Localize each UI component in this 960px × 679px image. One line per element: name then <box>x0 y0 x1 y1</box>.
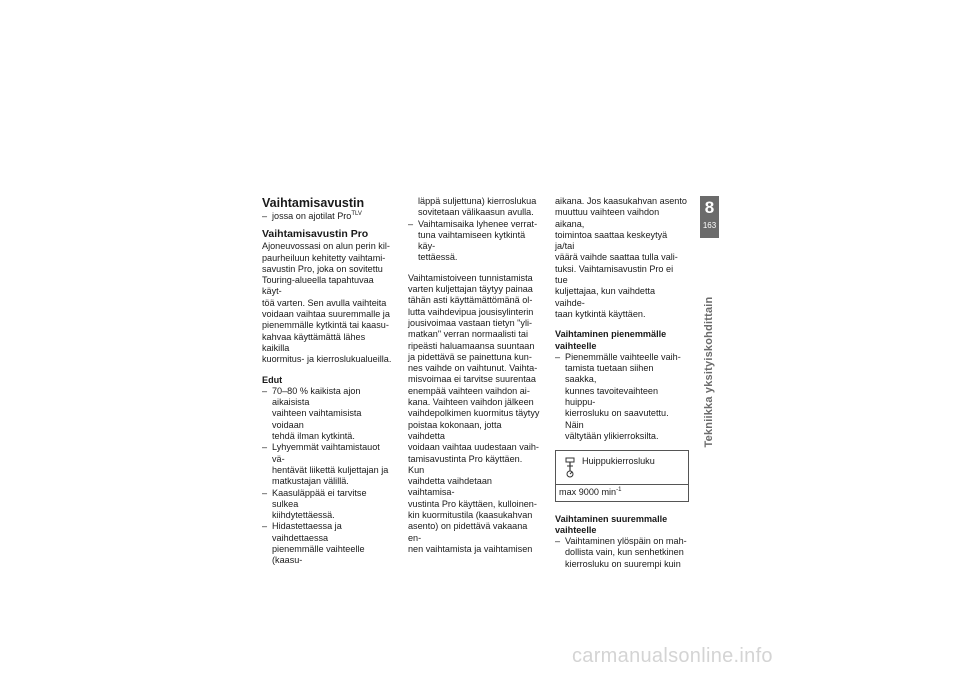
spec-value: max 9000 $\min^{-1}$ <box>559 487 622 498</box>
list-continuation: läppä suljettuna) kierroslukua sovitetaan välikaasun avulla. <box>418 196 537 218</box>
chapter-tab <box>700 196 719 238</box>
list-item: – Pienemmälle vaihteelle vaih- tamista tuetaan siihen saakka, kunnes tavoitevaihteen huippu- kierrosluku on saavutettu. Näin vältytään ylikierroksilta. <box>555 352 687 442</box>
section-heading: Vaihtamisavustin Pro <box>262 228 369 241</box>
intro-paragraph: Ajoneuvossasi on alun perin kil- paurheiluun kehitetty vaihtami- savustin Pro, joka on sovitettu Touring-alueella tapahtuvaa käyt- töä varten. Sen avulla vaihteita voidaan vaihtaa suuremmalle ja pienemmälle kytkintä tai kaasu- kahvaa käyttämättä lähes kaikilla kuormitus- ja kierroslukualueilla. <box>262 241 392 365</box>
body-paragraph: Vaihtamistoiveen tunnistamista varten kuljettajan täytyy painaa tähän asti käyttämättömänä ol- lutta vaihdevipua jousisylinterin jousivoimaa vastaan tietyn "yli- matkan" verran normaalisti tai ripeästi haluamaansa suuntaan ja pidettävä se painettuna kun- nes vaihde on vaihtunut. Vaihta- misvoimaa ei tarvitse suurentaa enempää vaihteen vaihdon ai- kana. Vaihteen vaihdon jälkeen vaihdepolkimen kuormitus täytyy poistaa kokonaan, jotta vaihdetta voidaan vaihtaa uudestaan vaih- tamisavustinta Pro käyttäen. Kun vaihdetta vaihdetaan vaihtamisa- vustinta Pro käyttäen, kulloinen- kin kuormitustila (kaasukahvan asento) on pidettävä vakaana en- nen vaihtamista ja vaihtamisen <box>408 272 540 554</box>
body-paragraph: aikana. Jos kaasukahvan asento muuttuu vaihteen vaihdon aikana, toimintoa saattaa keskeytyä ja/tai väärä vaihde saattaa tulla vali- tuksi. Vaihtamisavustin Pro ei tue kuljettajaa, kun vaihdetta vaihde- taan kytkintä käyttäen. <box>555 196 687 319</box>
downshift-heading: Vaihtaminen pienemmälle vaihteelle <box>555 329 667 351</box>
list-item: – Vaihtamisaika lyhenee verrat- tuna vaihtamiseen kytkintä käy- tettäessä. <box>408 219 540 264</box>
list-item: – Hidastettaessa ja vaihdettaessa pienemmälle vaihteelle (kaasu- <box>262 521 394 566</box>
spec-box <box>555 450 689 501</box>
list-item: – 70–80 % kaikista ajon aikaisista vaihteen vaihtamisista voidaan tehdä ilman kytkintä. <box>262 386 394 442</box>
chapter-number: 8 <box>704 198 715 217</box>
list-item: – Kaasuläppää ei tarvitse sulkea kiihdytettäessä. <box>262 488 394 522</box>
column-1 <box>262 196 394 567</box>
upshift-heading: Vaihtaminen suuremmalle vaihteelle <box>555 513 668 535</box>
column-3 <box>555 196 687 570</box>
side-chapter-title: Tekniikka yksityiskohdittain <box>703 296 715 448</box>
column-2 <box>408 196 540 555</box>
advantages-heading: Edut <box>262 374 283 385</box>
engine-speed-icon <box>564 457 576 479</box>
list-item: – Lyhyemmät vaihtamistauot vä- hentävät liikettä kuljettajan ja matkustajan välillä. <box>262 442 394 487</box>
page-number: 163 <box>702 221 717 230</box>
watermark: carmanualsonline.info <box>572 645 773 667</box>
list-item: – Vaihtaminen ylöspäin on mah- dollista vain, kun senhetkinen kierrosluku on suurempi kuin <box>555 536 687 570</box>
spec-label: Huippukierrosluku <box>582 456 655 467</box>
subtitle: – jossa on ajotilat Pro$^{TLV}$ <box>262 211 394 222</box>
page-title: Vaihtamisavustin <box>262 196 365 210</box>
